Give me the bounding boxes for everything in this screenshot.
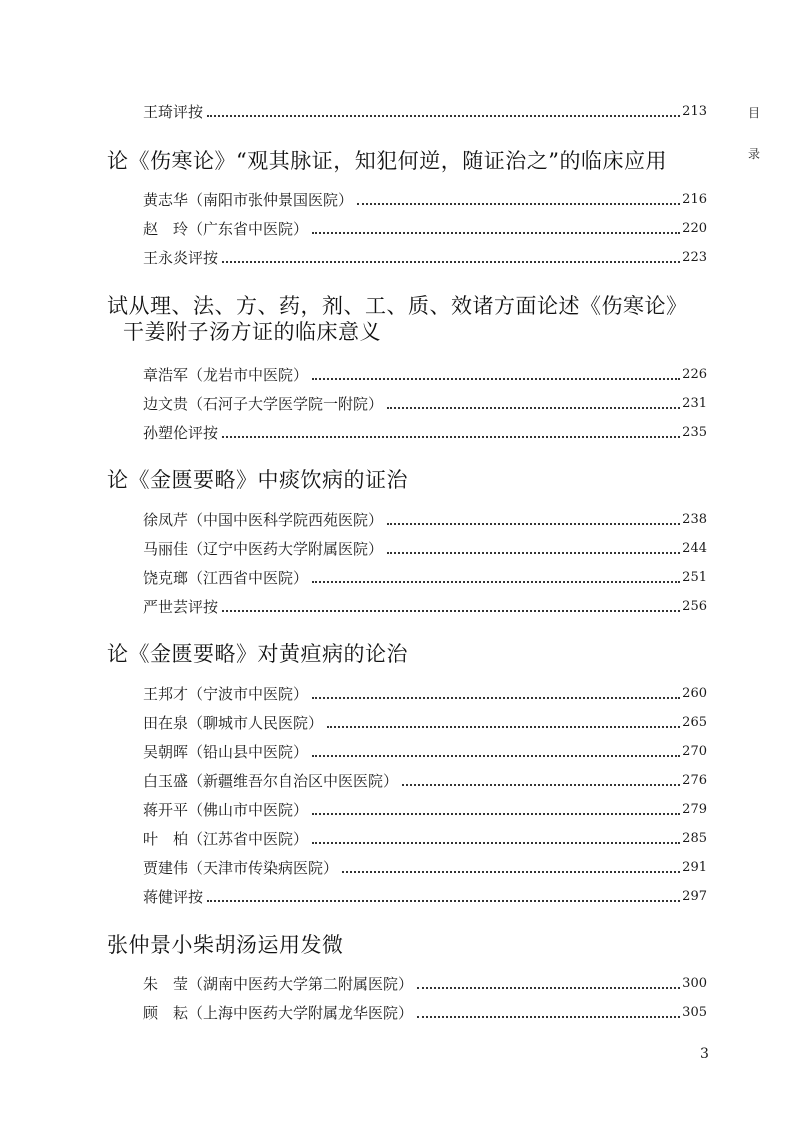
toc-entry-title: 马丽佳（辽宁中医药大学附属医院） bbox=[143, 540, 384, 558]
dot-leader bbox=[207, 114, 680, 117]
toc-entry-title: 吴朝晖（铅山县中医院） bbox=[143, 743, 309, 761]
toc-entry[interactable] bbox=[143, 188, 707, 210]
section-heading-line: 论《金匮要略》对黄疸病的论治 bbox=[107, 642, 408, 666]
toc-entry-title: 王永炎评按 bbox=[143, 249, 219, 267]
toc-entry-page: 297 bbox=[682, 889, 707, 904]
toc-entry-title: 朱 莹（湖南中医药大学第二附属医院） bbox=[143, 975, 414, 993]
toc-entry-page: 291 bbox=[682, 860, 707, 875]
dot-leader bbox=[312, 841, 680, 844]
toc-entry-title: 黄志华（南阳市张仲景国医院） bbox=[143, 191, 354, 209]
toc-entry[interactable] bbox=[143, 885, 707, 907]
dot-leader bbox=[417, 1015, 680, 1018]
toc-entry[interactable] bbox=[143, 856, 707, 878]
section-heading-line: 干姜附子汤方证的临床意义 bbox=[123, 320, 381, 344]
toc-entry[interactable] bbox=[143, 566, 707, 588]
dot-leader bbox=[327, 725, 680, 728]
section-heading bbox=[107, 467, 408, 493]
toc-entry-title: 蒋开平（佛山市中医院） bbox=[143, 801, 309, 819]
dot-leader bbox=[312, 754, 680, 757]
toc-entry-title: 王邦才（宁波市中医院） bbox=[143, 685, 309, 703]
toc-entry-page: 238 bbox=[682, 512, 707, 527]
section-heading bbox=[107, 148, 667, 174]
dot-leader bbox=[387, 522, 680, 525]
section-heading bbox=[107, 932, 344, 958]
toc-entry-page: 244 bbox=[682, 541, 707, 556]
toc-entry[interactable] bbox=[143, 100, 707, 122]
toc-entry[interactable] bbox=[143, 217, 707, 239]
dot-leader bbox=[342, 870, 680, 873]
toc-entry-title: 章浩军（龙岩市中医院） bbox=[143, 366, 309, 384]
toc-entry-title: 赵 玲（广东省中医院） bbox=[143, 220, 309, 238]
dot-leader bbox=[222, 609, 680, 612]
dot-leader bbox=[222, 260, 680, 263]
dot-leader bbox=[312, 231, 680, 234]
toc-entry-page: 251 bbox=[682, 570, 707, 585]
toc-entry-title: 田在泉（聊城市人民医院） bbox=[143, 714, 324, 732]
toc-entry-page: 279 bbox=[682, 802, 707, 817]
toc-entry-page: 216 bbox=[682, 192, 707, 207]
section-heading bbox=[107, 293, 688, 345]
toc-entry[interactable] bbox=[143, 769, 707, 791]
toc-entry[interactable] bbox=[143, 798, 707, 820]
toc-entry[interactable] bbox=[143, 363, 707, 385]
toc-entry-title: 蒋健评按 bbox=[143, 888, 204, 906]
toc-entry[interactable] bbox=[143, 827, 707, 849]
dot-leader bbox=[312, 377, 680, 380]
toc-entry[interactable] bbox=[143, 972, 707, 994]
toc-entry-page: 235 bbox=[682, 425, 707, 440]
section-heading-line: 张仲景小柴胡汤运用发微 bbox=[107, 933, 344, 957]
side-mark-mu: 目 bbox=[747, 106, 760, 120]
side-mark-lu: 录 bbox=[747, 147, 760, 161]
dot-leader bbox=[402, 783, 680, 786]
dot-leader bbox=[387, 551, 680, 554]
toc-entry-page: 300 bbox=[682, 976, 707, 991]
toc-entry[interactable] bbox=[143, 392, 707, 414]
section-heading bbox=[107, 641, 408, 667]
toc-entry-title: 边文贵（石河子大学医学院一附院） bbox=[143, 395, 384, 413]
toc-entry[interactable] bbox=[143, 595, 707, 617]
dot-leader bbox=[312, 696, 680, 699]
toc-entry[interactable] bbox=[143, 682, 707, 704]
toc-entry-title: 饶克瑯（江西省中医院） bbox=[143, 569, 309, 587]
dot-leader bbox=[417, 986, 680, 989]
toc-entry-page: 276 bbox=[682, 773, 707, 788]
toc-entry-title: 王琦评按 bbox=[143, 103, 204, 121]
section-heading-line: 论《伤寒论》“观其脉证，知犯何逆，随证治之”的临床应用 bbox=[107, 149, 667, 173]
toc-entry-title: 叶 柏（江苏省中医院） bbox=[143, 830, 309, 848]
dot-leader bbox=[312, 812, 680, 815]
toc-entry-title: 徐凤芹（中国中医科学院西苑医院） bbox=[143, 511, 384, 529]
toc-entry[interactable] bbox=[143, 740, 707, 762]
dot-leader bbox=[357, 202, 680, 205]
dot-leader bbox=[312, 580, 680, 583]
toc-entry[interactable] bbox=[143, 1001, 707, 1023]
dot-leader bbox=[207, 899, 680, 902]
toc-entry[interactable] bbox=[143, 711, 707, 733]
toc-entry-page: 265 bbox=[682, 715, 707, 730]
toc-entry-page: 305 bbox=[682, 1005, 707, 1020]
toc-entry-title: 贾建伟（天津市传染病医院） bbox=[143, 859, 339, 877]
toc-entry[interactable] bbox=[143, 421, 707, 443]
toc-entry-title: 白玉盛（新疆维吾尔自治区中医医院） bbox=[143, 772, 399, 790]
toc-entry-title: 顾 耘（上海中医药大学附属龙华医院） bbox=[143, 1004, 414, 1022]
toc-entry-title: 孙塑伦评按 bbox=[143, 424, 219, 442]
toc-entry-page: 285 bbox=[682, 831, 707, 846]
page-number: 3 bbox=[700, 1046, 709, 1062]
toc-entry[interactable] bbox=[143, 508, 707, 530]
dot-leader bbox=[387, 406, 680, 409]
toc-entry-page: 260 bbox=[682, 686, 707, 701]
dot-leader bbox=[222, 435, 680, 438]
toc-entry-page: 213 bbox=[682, 104, 707, 119]
toc-entry-page: 223 bbox=[682, 250, 707, 265]
toc-entry-page: 256 bbox=[682, 599, 707, 614]
toc-entry[interactable] bbox=[143, 246, 707, 268]
section-heading-line: 论《金匮要略》中痰饮病的证治 bbox=[107, 468, 408, 492]
toc-entry-page: 226 bbox=[682, 367, 707, 382]
toc-entry[interactable] bbox=[143, 537, 707, 559]
toc-entry-page: 231 bbox=[682, 396, 707, 411]
toc-entry-page: 270 bbox=[682, 744, 707, 759]
toc-entry-title: 严世芸评按 bbox=[143, 598, 219, 616]
toc-entry-page: 220 bbox=[682, 221, 707, 236]
section-heading-line: 试从理、法、方、药，剂、工、质、效诸方面论述《伤寒论》 bbox=[107, 294, 688, 318]
